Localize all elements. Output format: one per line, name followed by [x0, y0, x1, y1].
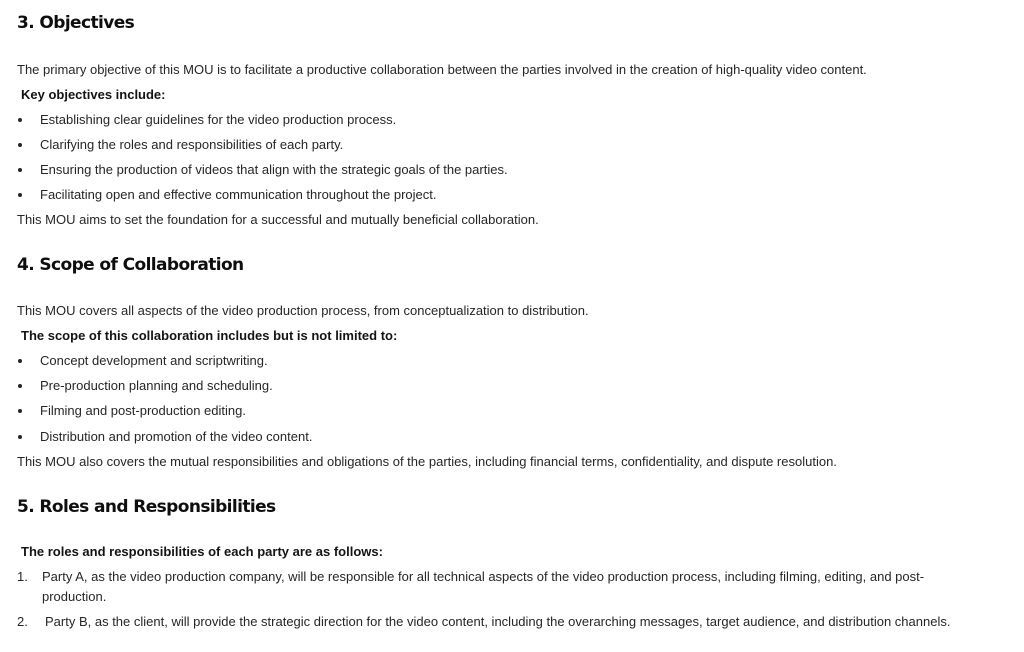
bullet-icon	[18, 193, 22, 197]
bullet-text: Filming and post-production editing.	[40, 403, 246, 418]
roles-numbered-item	[17, 567, 1007, 607]
objectives-list-label: Key objectives include:	[21, 87, 166, 102]
item-text: Party B, as the client, will provide the strategic direction for the video content, including the overarching messages, target audience, and distribution channels.	[45, 614, 951, 629]
bullet-text: Distribution and promotion of the video content.	[40, 429, 313, 444]
bullet-icon	[18, 143, 22, 147]
section-heading-scope: 4. Scope of Collaboration	[17, 255, 244, 275]
bullet-text: Facilitating open and effective communication throughout the project.	[40, 187, 437, 202]
scope-list-label: The scope of this collaboration includes but is not limited to:	[21, 328, 398, 343]
bullet-icon	[18, 359, 22, 363]
bullet-text: Ensuring the production of videos that align with the strategic goals of the parties.	[40, 162, 508, 177]
item-text: Party A, as the video production company, will be responsible for all technical aspects of the video production process, including filming, editing, and post-production.	[42, 569, 925, 604]
bullet-text: Establishing clear guidelines for the video production process.	[40, 112, 397, 127]
bullet-icon	[18, 168, 22, 172]
bullet-icon	[18, 384, 22, 388]
bullet-text: Clarifying the roles and responsibilities of each party.	[40, 137, 344, 152]
roles-list-label: The roles and responsibilities of each party are as follows:	[21, 544, 383, 559]
scope-intro: This MOU covers all aspects of the video production process, from conceptualization to distribution.	[17, 303, 589, 318]
bullet-icon	[18, 409, 22, 413]
roles-numbered-item	[17, 612, 1007, 632]
section-heading-objectives: 3. Objectives	[17, 13, 135, 33]
scope-closing: This MOU also covers the mutual responsibilities and obligations of the parties, including financial terms, confidentiality, and dispute resolution.	[17, 454, 837, 469]
bullet-text: Concept development and scriptwriting.	[40, 353, 268, 368]
bullet-icon	[18, 118, 22, 122]
objectives-intro: The primary objective of this MOU is to facilitate a productive collaboration between the parties involved in the creation of high-quality video content.	[17, 62, 867, 77]
item-number: 1.	[17, 569, 28, 584]
section-heading-roles: 5. Roles and Responsibilities	[17, 497, 276, 517]
item-number: 2.	[17, 614, 28, 629]
bullet-icon	[18, 435, 22, 439]
bullet-text: Pre-production planning and scheduling.	[40, 378, 273, 393]
objectives-closing: This MOU aims to set the foundation for a successful and mutually beneficial collaboration.	[17, 212, 539, 227]
